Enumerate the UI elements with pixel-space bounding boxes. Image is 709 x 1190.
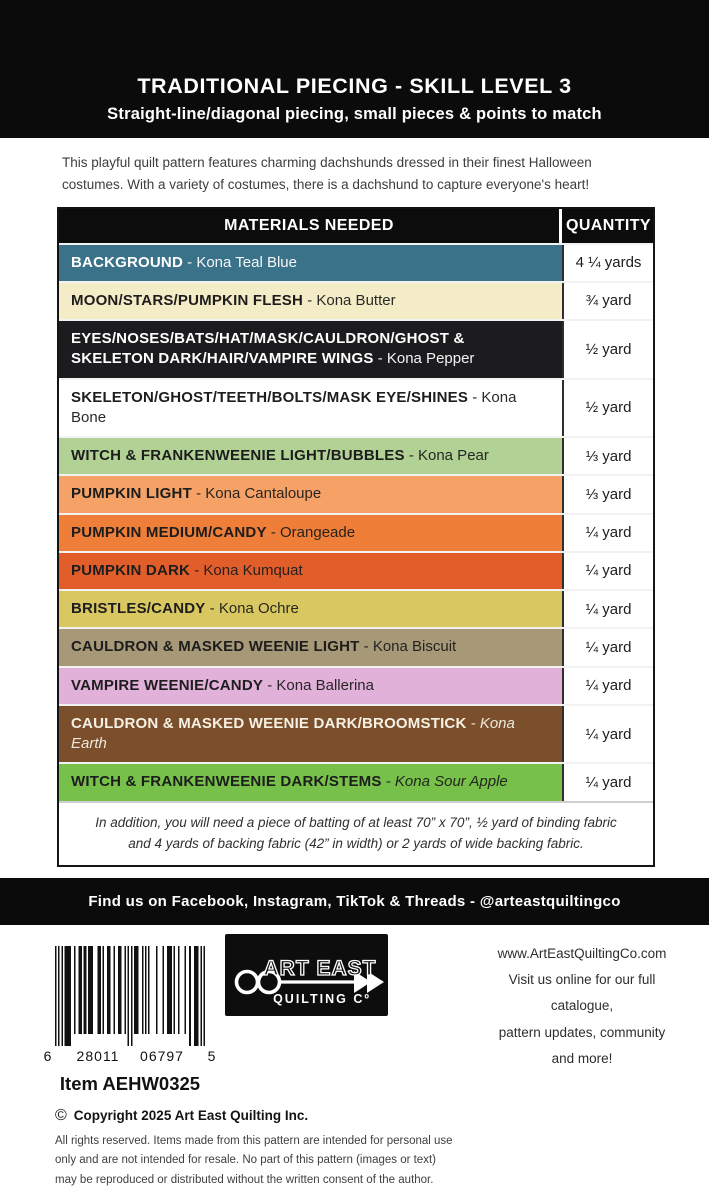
material-name: PUMPKIN MEDIUM/CANDY	[71, 523, 267, 541]
material-cell	[59, 380, 562, 437]
quantity-cell: ¼ yard	[562, 553, 653, 589]
material-name: PUMPKIN DARK	[71, 561, 191, 579]
material-name: WITCH & FRANKENWEENIE DARK/STEMS	[71, 773, 382, 791]
skill-level-subtitle: Straight-line/diagonal piecing, small pieces & points to match	[107, 105, 602, 123]
table-row	[59, 378, 653, 437]
table-row	[59, 513, 653, 551]
material-name: CAULDRON & MASKED WEENIE DARK/BROOMSTICK	[71, 714, 467, 732]
material-name: SKELETON/GHOST/TEETH/BOLTS/MASK EYE/SHINES	[71, 388, 469, 406]
pattern-description	[62, 152, 679, 197]
material-name: BRISTLES/CANDY	[71, 600, 206, 618]
table-row	[59, 436, 653, 474]
legal-line: may be reproduced or distributed without the written consent of the author.	[55, 1173, 434, 1186]
quantity-cell: ¼ yard	[562, 629, 653, 665]
table-row	[59, 666, 653, 704]
pattern-description-line: This playful quilt pattern features charming dachshunds dressed in their finest Halloween	[62, 155, 592, 170]
quantity-header-cell: QUANTITY	[562, 209, 653, 243]
table-row	[59, 589, 653, 627]
fabric-name: - Kona Biscuit	[359, 638, 457, 656]
material-cell	[59, 476, 562, 512]
skill-level-title: TRADITIONAL PIECING - SKILL LEVEL 3	[137, 74, 572, 98]
fabric-name: - Kona Sour Apple	[381, 773, 508, 791]
materials-header-cell: MATERIALS NEEDED	[59, 209, 562, 243]
material-cell	[59, 283, 562, 319]
material-cell	[59, 515, 562, 551]
barcode-digits	[41, 1047, 219, 1064]
material-cell	[59, 591, 562, 627]
table-row	[59, 551, 653, 589]
table-row	[59, 281, 653, 319]
quantity-cell: ½ yard	[562, 380, 653, 437]
item-number: Item AEHW0325	[59, 1072, 201, 1094]
quantity-cell: ⅓ yard	[562, 438, 653, 474]
copyright-block	[45, 1107, 479, 1190]
social-media-bar: Find us on Facebook, Instagram, TikTok & Threads - @arteastquiltingco	[0, 878, 709, 925]
quantity-cell: ¼ yard	[562, 668, 653, 704]
website-url: www.ArtEastQuiltingCo.com	[497, 945, 667, 961]
material-name: VAMPIRE WEENIE/CANDY	[71, 676, 264, 694]
skill-level-banner	[0, 0, 709, 138]
material-cell	[59, 629, 562, 665]
material-name: CAULDRON & MASKED WEENIE LIGHT	[71, 638, 360, 656]
fabric-name: - Kona Pear	[404, 447, 489, 465]
fabric-name: - Kona Teal Blue	[183, 253, 297, 271]
material-cell	[59, 553, 562, 589]
quantity-cell: ¼ yard	[562, 515, 653, 551]
barcode-bars	[55, 946, 205, 1046]
batting-note: In addition, you will need a piece of batting of at least 70” x 70”, ½ yard of binding fabric and 4 yards of backing fabric (42” in width) or 2 yards of wide backing fabric.	[59, 801, 653, 865]
website-info	[489, 934, 675, 1073]
barcode-digit-group: 28011	[76, 1047, 120, 1064]
fabric-name: - Kona Butter	[303, 291, 396, 309]
material-cell	[59, 764, 562, 800]
fabric-name: - Orangeade	[266, 523, 356, 541]
copyright-icon: ©	[55, 1106, 67, 1124]
art-east-logo	[225, 934, 388, 1016]
logo-wordmark-top: ART EAST	[263, 956, 377, 980]
fabric-name: - Kona Pepper	[373, 350, 475, 368]
material-cell	[59, 438, 562, 474]
visit-line: pattern updates, community and more!	[498, 1024, 666, 1066]
material-cell	[59, 668, 562, 704]
materials-table-header	[59, 209, 653, 243]
barcode-digit-group: 5	[207, 1047, 216, 1064]
table-row	[59, 704, 653, 763]
fabric-name: - Kona Kumquat	[190, 561, 303, 579]
barcode-digit-group: 06797	[140, 1047, 184, 1064]
table-row	[59, 243, 653, 281]
quantity-cell: 4 ¼ yards	[562, 245, 653, 281]
quantity-cell: ¼ yard	[562, 764, 653, 800]
material-cell	[59, 245, 562, 281]
quantity-cell: ¾ yard	[562, 283, 653, 319]
table-row	[59, 474, 653, 512]
fabric-name: - Kona Ballerina	[263, 676, 374, 694]
table-row	[59, 762, 653, 800]
upc-barcode	[41, 946, 219, 1064]
visit-line: Visit us online for our full catalogue,	[508, 972, 656, 1014]
material-name: PUMPKIN LIGHT	[71, 485, 192, 503]
fabric-name: - Kona Ochre	[205, 600, 299, 618]
logo-wordmark-bottom: QUILTING Cº	[273, 991, 371, 1006]
quantity-cell: ¼ yard	[562, 591, 653, 627]
material-name: WITCH & FRANKENWEENIE LIGHT/BUBBLES	[71, 447, 405, 465]
materials-rows	[59, 243, 653, 801]
table-row	[59, 319, 653, 378]
table-row	[59, 627, 653, 665]
legal-text	[55, 1132, 479, 1190]
quantity-cell: ⅓ yard	[562, 476, 653, 512]
barcode-digit-group: 6	[43, 1047, 52, 1064]
copyright-text: Copyright 2025 Art East Quilting Inc.	[73, 1108, 309, 1124]
footer	[0, 925, 709, 1190]
barcode-block	[45, 934, 215, 1095]
pattern-description-line: costumes. With a variety of costumes, there is a dachshund to capture everyone's heart!	[62, 177, 590, 193]
material-name: BACKGROUND	[71, 253, 183, 271]
material-name: MOON/STARS/PUMPKIN FLESH	[71, 291, 304, 309]
material-cell	[59, 706, 562, 763]
quantity-cell: ½ yard	[562, 321, 653, 378]
fabric-name: - Kona Cantaloupe	[191, 485, 322, 503]
fabric-name: - Kona Bone	[71, 388, 517, 426]
materials-table	[57, 207, 655, 867]
material-name: EYES/NOSES/BATS/HAT/MASK/CAULDRON/GHOST & SKELETON DARK/HAIR/VAMPIRE WINGS	[71, 330, 465, 368]
legal-line: All rights reserved. Items made from this pattern are intended for personal use	[55, 1134, 453, 1147]
quantity-cell: ¼ yard	[562, 706, 653, 763]
legal-line: only and are not intended for resale. No part of this pattern (images or text)	[55, 1154, 436, 1167]
material-cell	[59, 321, 562, 378]
fabric-name: - Kona Earth	[71, 714, 515, 753]
